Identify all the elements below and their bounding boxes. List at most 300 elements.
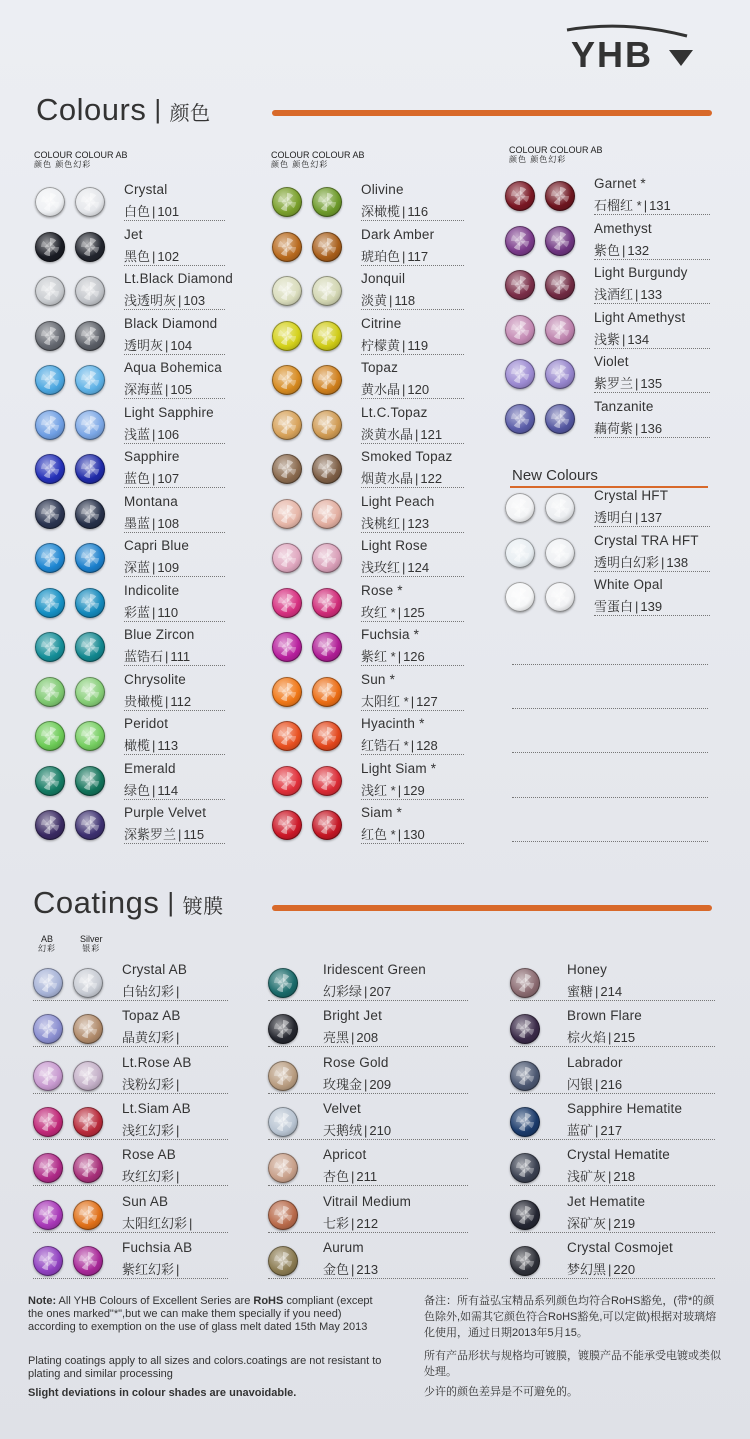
separator: | — [635, 510, 639, 525]
colour-name: Sun * — [361, 671, 396, 687]
rhinestone-ab-swatch-icon — [312, 588, 342, 618]
separator: | — [351, 1261, 355, 1277]
dotted-rule — [124, 532, 225, 533]
dotted-rule — [594, 214, 710, 215]
coat-header-ab: AB 幻彩 — [38, 934, 56, 953]
separator: | — [364, 984, 368, 999]
colour-cn-name: 深蓝 — [124, 560, 151, 575]
colour-cn-name: 红锆石 — [361, 738, 401, 753]
colour-code: 213 — [356, 1261, 379, 1277]
rhinestone-swatch-icon — [505, 315, 535, 345]
separator: | — [189, 1215, 193, 1231]
colour-code: 108 — [157, 515, 180, 531]
dotted-rule — [33, 1185, 228, 1186]
colour-code: 118 — [394, 293, 416, 308]
colour-cn-code — [361, 290, 415, 309]
colour-cn-name: 浅红幻彩 — [122, 1122, 175, 1138]
separator: | — [402, 560, 406, 575]
dotted-rule — [124, 799, 225, 800]
colour-cn-code — [567, 1259, 635, 1278]
colour-cn-code — [594, 329, 649, 348]
colour-cn-code — [361, 780, 425, 799]
colour-name: Siam * — [361, 805, 402, 820]
separator: | — [152, 738, 156, 753]
colour-code: 125 — [403, 604, 425, 620]
colour-code: 111 — [170, 649, 191, 664]
separator: | — [176, 1261, 180, 1277]
colour-row — [35, 182, 225, 226]
rhinestone-swatch-icon — [505, 359, 535, 389]
colour-name: Crystal HFT — [594, 488, 669, 503]
coatings-title-en: Coatings — [33, 885, 160, 920]
dotted-rule — [361, 665, 464, 666]
dotted-rule — [268, 1046, 468, 1047]
colour-cn-name: 浅玫红 — [361, 560, 401, 575]
colour-code: 136 — [640, 420, 663, 436]
colour-name: Sapphire — [124, 449, 180, 464]
brand-logo — [565, 22, 695, 75]
colour-cn-name: 浅桃红 — [361, 515, 401, 531]
rhinestone-swatch-icon — [35, 365, 65, 395]
colour-code: 121 — [420, 426, 443, 442]
dotted-rule — [594, 571, 710, 572]
separator: | — [635, 420, 639, 436]
colour-cn-code — [567, 981, 622, 1000]
colour-cn-name: 玫红幻彩 — [122, 1169, 175, 1185]
colour-cn-name: 紫红 — [361, 649, 388, 664]
colour-name: Aurum — [323, 1239, 364, 1255]
colour-name: Violet — [594, 354, 629, 369]
colour-cn-code — [124, 735, 178, 754]
colour-row — [272, 227, 464, 271]
separator: | — [402, 248, 406, 264]
separator: | — [402, 204, 406, 219]
colour-cn-code — [567, 1120, 622, 1139]
dotted-rule — [124, 265, 225, 266]
dotted-rule — [594, 348, 710, 349]
colour-code: 106 — [157, 426, 180, 442]
logo-text: YHB — [571, 34, 654, 75]
colour-row — [35, 405, 225, 449]
rhinestone-ab-swatch-icon — [545, 404, 575, 434]
colour-name: Lt.Siam AB — [122, 1100, 191, 1116]
colour-name: Purple Velvet — [124, 805, 207, 820]
rhinestone-ab-swatch-icon — [75, 588, 105, 618]
colour-code: 109 — [157, 560, 180, 575]
colour-name: Rose * — [361, 582, 403, 598]
colour-code: 120 — [407, 382, 430, 397]
colour-row — [510, 1055, 715, 1099]
dotted-rule — [361, 799, 464, 800]
colour-name: Crystal Cosmojet — [567, 1239, 673, 1255]
separator: | — [152, 515, 156, 531]
dotted-rule — [33, 1093, 228, 1094]
colour-cn-name: 雪蛋白 — [594, 599, 634, 614]
asterisk-mark: * — [387, 827, 396, 842]
dotted-rule — [361, 487, 464, 488]
rhinestone-swatch-icon — [35, 677, 65, 707]
note-cn-plating: 所有产品形状与规格均可镀膜，镀膜产品不能承受电镀或类似处理。 — [424, 1350, 721, 1378]
rhinestone-ab-swatch-icon — [312, 187, 342, 217]
rhinestone-ab-swatch-icon — [75, 766, 105, 796]
rhinestone-swatch-icon — [272, 721, 302, 751]
colour-row — [35, 583, 225, 627]
separator: | — [415, 426, 419, 442]
rhinestone-swatch-icon — [268, 1014, 298, 1044]
separator: | — [635, 376, 639, 391]
colour-code: 134 — [627, 331, 650, 347]
dotted-rule — [268, 1000, 468, 1001]
dotted-rule — [361, 354, 464, 355]
colour-cn-name: 深紫罗兰 — [124, 827, 177, 842]
colour-cn-code — [361, 824, 425, 843]
rhinestone-ab-swatch-icon — [73, 1246, 103, 1276]
colour-code: 127 — [416, 693, 438, 709]
colour-cn-code — [594, 552, 688, 571]
colour-cn-name: 浅酒红 — [594, 287, 634, 302]
dotted-rule — [594, 615, 710, 616]
colour-cn-code — [594, 284, 662, 303]
colour-cn-name: 柠檬黄 — [361, 337, 401, 353]
colour-row — [268, 1008, 468, 1052]
colour-row — [510, 1008, 715, 1052]
dotted-rule — [124, 220, 225, 221]
rhinestone-ab-swatch-icon — [312, 721, 342, 751]
coat-header-silver: Silver 银彩 — [80, 934, 103, 953]
dotted-rule — [361, 532, 464, 533]
colour-code: 210 — [369, 1122, 392, 1138]
asterisk-mark: * — [387, 604, 396, 620]
rhinestone-swatch-icon — [272, 454, 302, 484]
dotted-rule — [361, 443, 464, 444]
colour-row — [272, 316, 464, 360]
separator: | — [608, 1261, 612, 1277]
rhinestone-swatch-icon — [33, 1107, 63, 1137]
blank-row — [512, 708, 708, 709]
separator: | — [364, 1076, 368, 1092]
rhinestone-ab-swatch-icon — [312, 276, 342, 306]
colour-cn-name: 幻彩绿 — [323, 984, 363, 999]
rhinestone-swatch-icon — [510, 1153, 540, 1183]
rhinestone-swatch-icon — [268, 1107, 298, 1137]
colour-row — [272, 360, 464, 404]
colour-row — [272, 405, 464, 449]
colour-cn-name: 绿色 — [124, 782, 151, 798]
separator: | — [410, 693, 415, 709]
rhinestone-ab-swatch-icon — [545, 493, 575, 523]
colour-row — [272, 761, 464, 805]
note-en-deviation: Slight deviations in colour shades are unavoidable. — [28, 1387, 297, 1399]
rhinestone-swatch-icon — [35, 632, 65, 662]
dotted-rule — [33, 1046, 228, 1047]
colour-row — [268, 1101, 468, 1145]
colour-cn-name: 蓝色 — [124, 471, 151, 486]
colour-row — [272, 627, 464, 671]
separator: | — [351, 1030, 355, 1046]
rhinestone-ab-swatch-icon — [545, 582, 575, 612]
blank-row — [512, 752, 708, 753]
colour-cn-name: 浅粉幻彩 — [122, 1076, 175, 1092]
rhinestone-swatch-icon — [505, 226, 535, 256]
rhinestone-swatch-icon — [35, 499, 65, 529]
dotted-rule — [124, 665, 225, 666]
colour-name: Hyacinth * — [361, 716, 425, 731]
colour-row — [35, 271, 233, 315]
colour-cn-code — [323, 981, 391, 1000]
separator: | — [397, 604, 402, 620]
rhinestone-swatch-icon — [33, 1200, 63, 1230]
colour-cn-code — [361, 735, 438, 754]
rhinestone-swatch-icon — [33, 968, 63, 998]
colour-code: 220 — [613, 1261, 636, 1277]
separator: | — [635, 287, 639, 302]
colour-cn-code — [124, 379, 192, 398]
colour-name: Lt.C.Topaz — [361, 404, 428, 420]
rhinestone-ab-swatch-icon — [312, 499, 342, 529]
colour-code: 126 — [403, 649, 425, 664]
colour-name: Black Diamond — [124, 315, 218, 331]
colour-name: Indicolite — [124, 582, 180, 598]
dotted-rule — [510, 1093, 715, 1094]
colour-code: 112 — [170, 693, 192, 709]
separator: | — [152, 426, 156, 442]
colour-row — [510, 1194, 715, 1238]
rhinestone-swatch-icon — [272, 677, 302, 707]
colour-cn-code — [361, 201, 428, 220]
rhinestone-swatch-icon — [272, 588, 302, 618]
rhinestone-swatch-icon — [268, 1200, 298, 1230]
colour-row — [35, 761, 225, 805]
dotted-rule — [510, 1278, 715, 1279]
dotted-rule — [594, 437, 710, 438]
separator: | — [622, 331, 626, 347]
rhinestone-swatch-icon — [272, 499, 302, 529]
rhinestone-swatch-icon — [35, 276, 65, 306]
colour-name: Topaz — [361, 360, 399, 375]
colour-row — [505, 577, 710, 621]
colours-title: Colours | 颜色 — [36, 92, 211, 127]
separator: | — [152, 204, 156, 219]
colour-cn-code — [124, 468, 179, 487]
rhinestone-swatch-icon — [505, 493, 535, 523]
colour-code: 219 — [613, 1215, 636, 1231]
dotted-rule — [33, 1232, 228, 1233]
separator: | — [402, 382, 406, 397]
colour-row — [33, 1101, 228, 1145]
rhinestone-ab-swatch-icon — [75, 454, 105, 484]
colour-code: 211 — [356, 1169, 378, 1185]
colour-cn-name: 墨蓝 — [124, 515, 151, 531]
colours-title-rule — [272, 110, 712, 116]
colour-name: Lt.Rose AB — [122, 1054, 192, 1070]
colour-cn-code — [124, 780, 178, 799]
colour-cn-name: 白色 — [124, 204, 151, 219]
colour-cn-code — [567, 1074, 622, 1093]
colour-cn-code — [594, 240, 649, 259]
rhinestone-ab-swatch-icon — [545, 538, 575, 568]
colour-name: Jet Hematite — [567, 1193, 646, 1209]
dotted-rule — [124, 354, 225, 355]
colour-cn-code — [361, 646, 425, 665]
rhinestone-swatch-icon — [272, 321, 302, 351]
colour-code: 107 — [157, 471, 180, 486]
colour-cn-code — [124, 290, 205, 309]
colour-cn-name: 梦幻黑 — [567, 1261, 607, 1277]
colour-name: Rose Gold — [323, 1054, 389, 1070]
colour-row — [268, 962, 468, 1006]
rhinestone-swatch-icon — [33, 1061, 63, 1091]
colour-cn-name: 蓝锆石 — [124, 649, 164, 664]
colour-name: Labrador — [567, 1054, 623, 1070]
colour-row — [35, 227, 225, 271]
blank-row — [512, 841, 708, 842]
separator: | — [364, 1122, 368, 1138]
colour-code: 114 — [157, 782, 179, 798]
dotted-rule — [510, 1046, 715, 1047]
colour-name: Vitrail Medium — [323, 1193, 412, 1209]
colour-code: 119 — [407, 337, 429, 353]
note-cn-rohs: 备注：所有益弘宝精品系列颜色均符合RoHS豁免，(带*的颜色除外,如需其它颜色符合RoHS豁免,可以定做)根据对玻璃熔化使用，通过日期2013年5月15。 — [424, 1295, 717, 1339]
colour-cn-name: 金色 — [323, 1261, 350, 1277]
dotted-rule — [268, 1139, 468, 1140]
separator: | — [397, 649, 402, 664]
rhinestone-ab-swatch-icon — [312, 543, 342, 573]
rhinestone-swatch-icon — [33, 1153, 63, 1183]
colour-row — [35, 494, 225, 538]
colour-cn-code — [361, 557, 429, 576]
colour-cn-code — [122, 1166, 181, 1185]
rhinestone-swatch-icon — [505, 181, 535, 211]
separator: | — [351, 1215, 355, 1231]
colour-row — [35, 716, 225, 760]
colour-cn-code — [124, 246, 179, 265]
colour-cn-name: 晶黄幻彩 — [122, 1030, 175, 1046]
rhinestone-ab-swatch-icon — [75, 276, 105, 306]
note-en-plating: Plating coatings apply to all sizes and colors.coatings are not resistant to plating and similar processing — [28, 1355, 382, 1380]
rhinestone-swatch-icon — [33, 1014, 63, 1044]
rhinestone-ab-swatch-icon — [73, 1200, 103, 1230]
colour-name: Iridescent Green — [323, 962, 426, 977]
colour-code: 123 — [407, 515, 430, 531]
colour-cn-code — [122, 1027, 181, 1046]
colour-row — [35, 360, 225, 404]
separator: | — [397, 827, 402, 842]
rhinestone-ab-swatch-icon — [312, 766, 342, 796]
colour-name: Citrine — [361, 315, 402, 331]
colours-title-cn: 颜色 — [169, 103, 211, 125]
rhinestone-swatch-icon — [272, 632, 302, 662]
colour-row — [268, 1240, 468, 1284]
colour-code: 133 — [640, 287, 663, 302]
colour-cn-code — [124, 691, 191, 710]
colour-name: Light Peach — [361, 493, 435, 509]
colour-row — [505, 533, 710, 577]
blank-row — [512, 797, 708, 798]
colour-name: Lt.Black Diamond — [124, 271, 233, 286]
colour-name: Crystal — [124, 182, 168, 197]
colour-row — [33, 1240, 228, 1284]
colour-row — [268, 1194, 468, 1238]
colour-cn-name: 石榴红 — [594, 198, 634, 213]
colour-name: Olivine — [361, 182, 404, 197]
colour-name: Light Sapphire — [124, 404, 214, 420]
colour-cn-name: 浅红 — [361, 782, 388, 798]
colour-name: Aqua Bohemica — [124, 360, 222, 375]
colour-cn-name: 琥珀色 — [361, 248, 401, 264]
asterisk-mark: * — [400, 693, 409, 709]
separator: | — [389, 293, 393, 308]
colour-name: Rose AB — [122, 1147, 176, 1163]
colour-cn-code — [361, 513, 429, 532]
rhinestone-ab-swatch-icon — [312, 632, 342, 662]
colour-row — [35, 672, 225, 716]
colour-code: 103 — [183, 293, 206, 308]
rhinestone-swatch-icon — [35, 543, 65, 573]
colour-row — [505, 265, 710, 309]
colour-cn-code — [124, 424, 179, 443]
dotted-rule — [268, 1232, 468, 1233]
dotted-rule — [268, 1093, 468, 1094]
colour-code: 137 — [640, 510, 663, 525]
separator: | — [176, 1076, 180, 1092]
dotted-rule — [268, 1278, 468, 1279]
rhinestone-ab-swatch-icon — [75, 632, 105, 662]
colour-code: 115 — [183, 827, 205, 842]
colour-name: Amethyst — [594, 220, 652, 236]
colour-name: Fuchsia * — [361, 627, 420, 642]
rhinestone-swatch-icon — [510, 1014, 540, 1044]
colour-row — [33, 1147, 228, 1191]
rhinestone-swatch-icon — [35, 321, 65, 351]
dotted-rule — [33, 1278, 228, 1279]
rhinestone-ab-swatch-icon — [73, 1014, 103, 1044]
separator: | — [622, 242, 626, 258]
rhinestone-swatch-icon — [272, 410, 302, 440]
colour-code: 135 — [640, 376, 663, 391]
colour-cn-name: 紫罗兰 — [594, 376, 634, 391]
separator: | — [402, 337, 406, 353]
col-header-1: COLOUR COLOUR AB 颜色 颜色幻彩 — [34, 150, 128, 169]
dotted-rule — [594, 259, 710, 260]
colour-cn-code — [567, 1027, 635, 1046]
rhinestone-swatch-icon — [35, 810, 65, 840]
colour-cn-name: 透明灰 — [124, 337, 164, 353]
colour-name: Crystal AB — [122, 962, 188, 977]
colour-cn-name: 浅矿灰 — [567, 1169, 607, 1185]
rhinestone-swatch-icon — [510, 968, 540, 998]
col-header-2: COLOUR COLOUR AB 颜色 颜色幻彩 — [271, 150, 365, 169]
colour-cn-code — [323, 1213, 378, 1232]
colour-row — [272, 494, 464, 538]
colour-cn-name: 黄水晶 — [361, 382, 401, 397]
colour-code: 214 — [600, 984, 623, 999]
colour-cn-code — [323, 1166, 377, 1185]
colour-cn-name: 烟黄水晶 — [361, 471, 414, 486]
colour-row — [35, 538, 225, 582]
colour-code: 116 — [407, 204, 429, 219]
colour-name: Montana — [124, 493, 178, 509]
colour-cn-name: 橄榄 — [124, 738, 151, 753]
separator: | — [402, 515, 406, 531]
colour-code: 128 — [416, 738, 438, 753]
rhinestone-ab-swatch-icon — [312, 454, 342, 484]
separator: | — [152, 782, 156, 798]
colour-row — [510, 1240, 715, 1284]
rhinestone-swatch-icon — [33, 1246, 63, 1276]
colour-cn-code — [361, 379, 429, 398]
rhinestone-swatch-icon — [510, 1200, 540, 1230]
colour-code: 216 — [600, 1076, 623, 1092]
